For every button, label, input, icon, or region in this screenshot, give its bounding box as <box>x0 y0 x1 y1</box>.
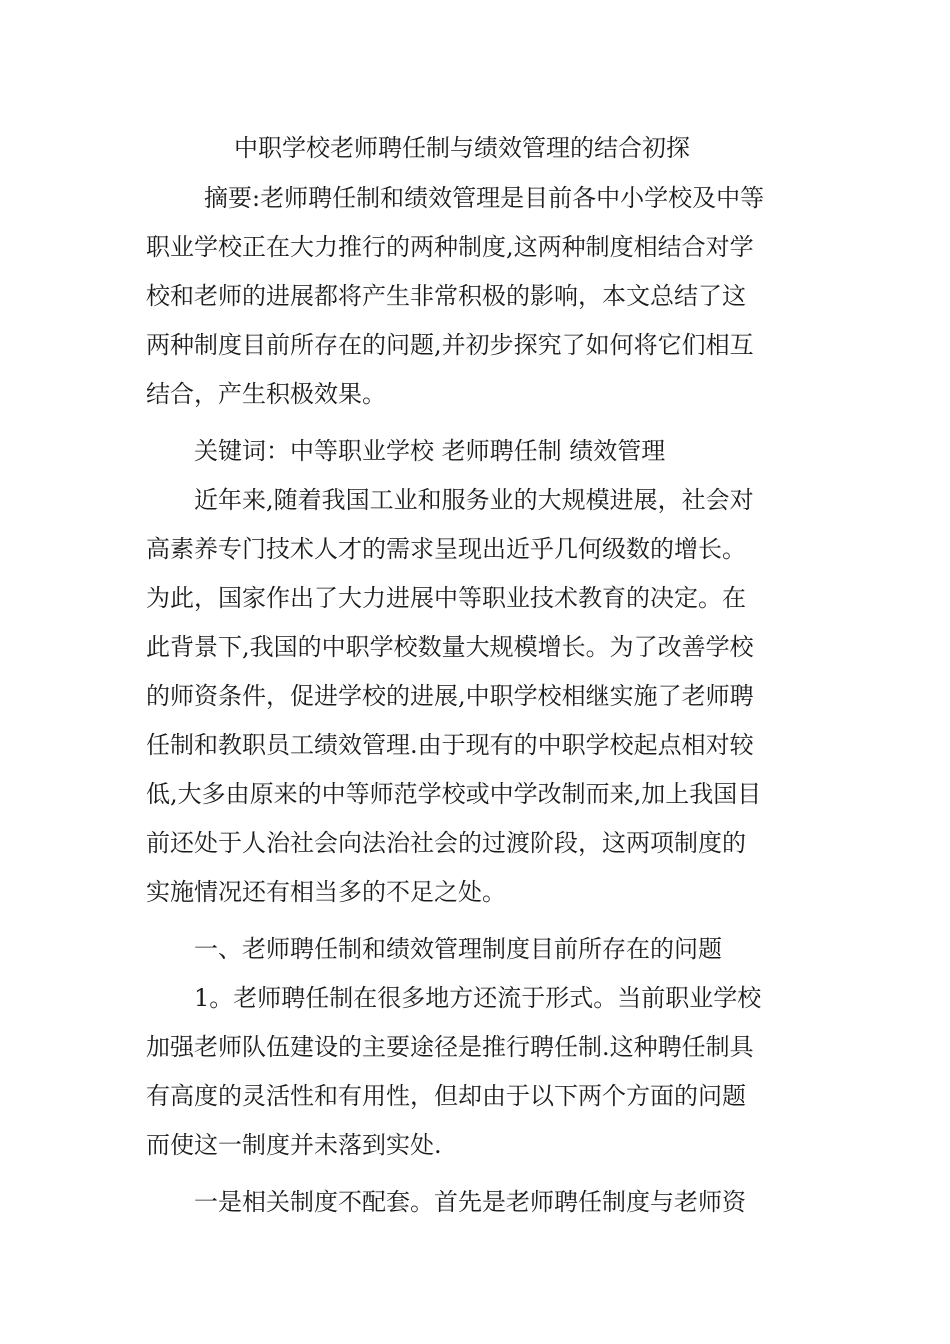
point1a-paragraph <box>146 1178 806 1227</box>
intro-line: 此背景下,我国的中职学校数量大规模增长。为了改善学校 <box>146 633 754 661</box>
keywords-line: 关键词：中等职业学校 老师聘任制 绩效管理 <box>194 437 666 465</box>
abstract-line: 校和老师的进展都将产生非常积极的影响，本文总结了这 <box>146 282 746 310</box>
intro-line: 的师资条件，促进学校的进展,中职学校相继实施了老师聘 <box>146 682 754 710</box>
abstract-line: 结合，产生积极效果。 <box>146 380 386 408</box>
section-heading: 一、老师聘任制和绩效管理制度目前所存在的问题 <box>194 935 722 963</box>
abstract-paragraph <box>146 174 806 419</box>
intro-line: 近年来,随着我国工业和服务业的大规模进展，社会对 <box>194 486 754 514</box>
point1-line: 1。老师聘任制在很多地方还流于形式。当前职业学校 <box>194 984 762 1012</box>
point1-paragraph <box>146 974 806 1170</box>
intro-line: 任制和教职员工绩效管理.由于现有的中职学校起点相对较 <box>146 731 754 759</box>
abstract-line: 两种制度目前所存在的问题,并初步探究了如何将它们相互 <box>146 331 754 359</box>
document-title: 中职学校老师聘任制与绩效管理的结合初探 <box>234 134 690 162</box>
abstract-line: 摘要:老师聘任制和绩效管理是目前各中小学校及中等 <box>204 184 765 212</box>
point1a-line: 一是相关制度不配套。首先是老师聘任制度与老师资 <box>194 1188 746 1216</box>
intro-line: 为此，国家作出了大力进展中等职业技术教育的决定。在 <box>146 584 746 612</box>
intro-line: 高素养专门技术人才的需求呈现出近乎几何级数的增长。 <box>146 535 746 563</box>
document-page <box>146 128 806 1227</box>
intro-line: 前还处于人治社会向法治社会的过渡阶段，这两项制度的 <box>146 829 746 857</box>
intro-line: 低,大多由原来的中等师范学校或中学改制而来,加上我国目 <box>146 780 762 808</box>
intro-paragraph <box>146 476 806 917</box>
point1-line: 有高度的灵活性和有用性，但却由于以下两个方面的问题 <box>146 1082 746 1110</box>
point1-line: 加强老师队伍建设的主要途径是推行聘任制.这种聘任制具 <box>146 1033 754 1061</box>
point1-line: 而使这一制度并未落到实处. <box>146 1131 442 1159</box>
intro-line: 实施情况还有相当多的不足之处。 <box>146 878 506 906</box>
abstract-line: 职业学校正在大力推行的两种制度,这两种制度相结合对学 <box>146 233 754 261</box>
